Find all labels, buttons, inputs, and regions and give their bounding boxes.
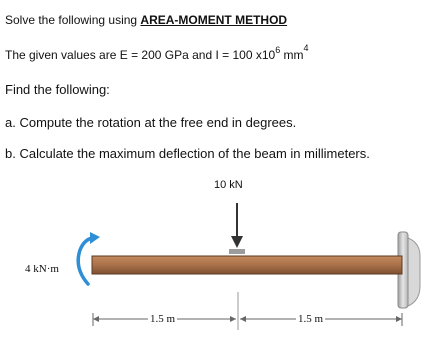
dimension-line [93,292,402,330]
moment-label: 4 kN·m [25,263,59,275]
item-b: b. Calculate the maximum deflection of the beam in millimeters. [5,146,370,161]
load-label: 10 kN [214,179,243,191]
intro-prefix: Solve the following using [5,13,141,27]
point-load-arrow [229,203,245,254]
item-a: a. Compute the rotation at the free end in degrees. [5,115,297,130]
beam [92,256,402,274]
given-exponent: 6 [275,45,281,55]
given-unit: mm [283,48,304,62]
dim-left-label: 1.5 m [150,313,176,325]
given-text: The given values are E = 200 GPa and I = 100 x10 [5,48,276,62]
given-unit-exponent: 4 [303,43,309,53]
dim-right-label: 1.5 m [298,313,324,325]
find-heading: Find the following: [5,82,110,97]
intro-method: AREA-MOMENT METHOD [140,13,288,27]
